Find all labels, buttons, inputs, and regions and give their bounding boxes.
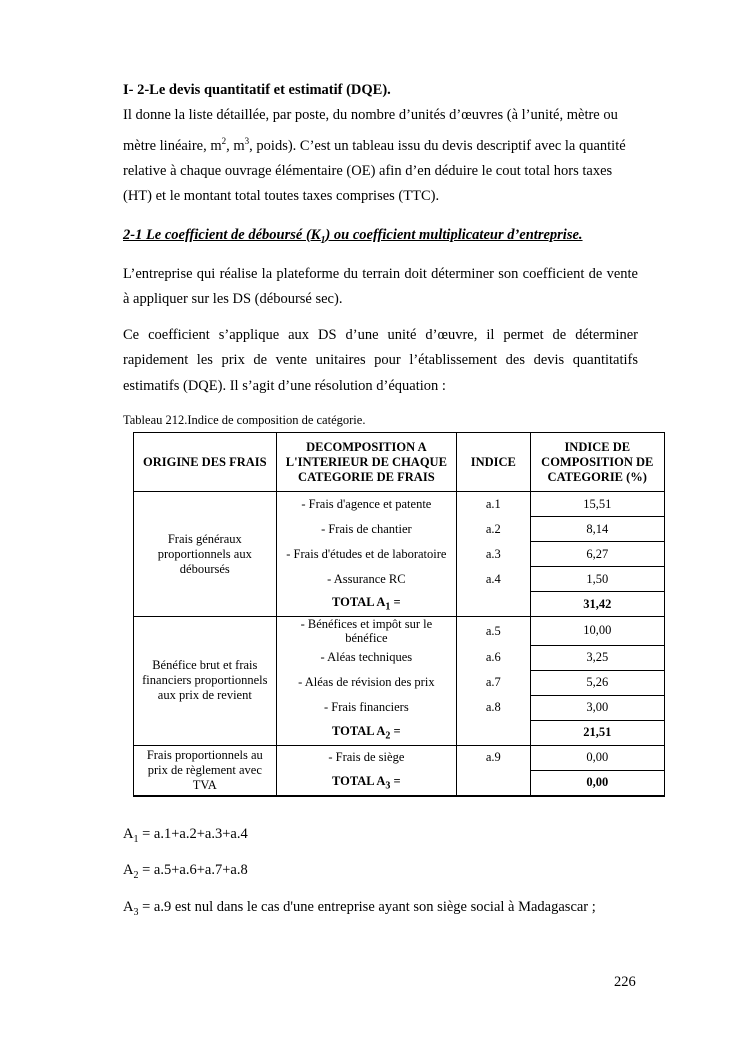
row-index: a.8	[457, 695, 530, 720]
row-value: 3,25	[530, 645, 664, 670]
table-caption: Tableau 212.Indice de composition de catégorie.	[123, 413, 366, 428]
sup-3: 3	[244, 135, 250, 146]
intro-line-2b: , m	[226, 137, 245, 154]
total-label: TOTAL $A_3$ =	[276, 770, 457, 796]
row-index: a.2	[457, 517, 530, 542]
total-index-empty	[457, 720, 530, 745]
table-wrapper	[123, 432, 665, 797]
row-desc: - Assurance RC	[276, 567, 457, 592]
intro-line-4: (HT) et le montant total toutes taxes comprises (TTC).	[123, 188, 440, 205]
row-value: 1,50	[530, 567, 664, 592]
subtitle-post: ) ou coefficient multiplicateur d’entreprise.	[325, 226, 583, 243]
formula-a3: $A_3 = a.9$ est nul dans le cas d'une entreprise ayant son siège social à Madagascar ;	[123, 899, 596, 918]
paragraph-2: L’entreprise qui réalise la plateforme du terrain doit déterminer son coefficient de vente à appliquer sur les DS (déboursé sec).	[123, 265, 638, 308]
formula-a2: $A_2 = a.5+a.6+a.7+a.8$	[123, 862, 248, 881]
row-value: 6,27	[530, 542, 664, 567]
row-desc: - Frais d'études et de laboratoire	[276, 542, 457, 567]
table-row	[134, 745, 665, 770]
row-index: a.4	[457, 567, 530, 592]
row-value: 15,51	[530, 492, 664, 517]
subtitle-sub: 1	[320, 234, 326, 246]
total-index-empty	[457, 770, 530, 796]
row-index: a.9	[457, 745, 530, 770]
total-value: 0,00	[530, 770, 664, 796]
row-value: 3,00	[530, 695, 664, 720]
subtitle-pre: 2-1 Le coefficient de déboursé (K	[123, 226, 321, 243]
row-index: a.1	[457, 492, 530, 517]
group-label: Frais proportionnels au prix de règlement avec TVA	[134, 745, 277, 796]
row-desc: - Bénéfices et impôt sur le bénéfice	[276, 617, 457, 646]
intro-line-3: relative à chaque ouvrage élémentaire (OE) afin d’en déduire le cout total hors taxes	[123, 162, 613, 179]
total-label: TOTAL $A_1$ =	[276, 592, 457, 617]
row-desc: - Frais de siège	[276, 745, 457, 770]
row-desc: - Aléas techniques	[276, 645, 457, 670]
page-number: 226	[614, 974, 636, 990]
group-label: Frais généraux proportionnels aux déboursés	[134, 492, 277, 617]
intro-line-2c: , poids). C’est un tableau issu du devis descriptif avec la quantité	[249, 137, 626, 154]
row-desc: - Frais de chantier	[276, 517, 457, 542]
table-row	[134, 617, 665, 646]
subsection-title	[123, 224, 638, 252]
row-value: 8,14	[530, 517, 664, 542]
group-label: Bénéfice brut et frais financiers proportionnels aux prix de revient	[134, 617, 277, 746]
document-body	[123, 78, 638, 436]
row-index: a.7	[457, 670, 530, 695]
header-origine: ORIGINE DES FRAIS	[134, 433, 277, 492]
intro-paragraph	[123, 103, 638, 210]
total-index-empty	[457, 592, 530, 617]
row-index: a.6	[457, 645, 530, 670]
row-desc: - Frais d'agence et patente	[276, 492, 457, 517]
total-value: 21,51	[530, 720, 664, 745]
row-desc: - Aléas de révision des prix	[276, 670, 457, 695]
total-label: TOTAL $A_2$ =	[276, 720, 457, 745]
row-desc: - Frais financiers	[276, 695, 457, 720]
row-value: 5,26	[530, 670, 664, 695]
header-indice: INDICE	[457, 433, 530, 492]
table-row	[134, 492, 665, 517]
row-value: 10,00	[530, 617, 664, 646]
sup-2: 2	[221, 135, 227, 146]
paragraph-3: Ce coefficient s’applique aux DS d’une unité d’œuvre, il permet de déterminer rapidement les prix de vente unitaires pour l’établissement des devis quantitatifs estimatifs (DQE). Il s’agit d’une résolution d’équation :	[123, 326, 638, 394]
header-decomposition: DECOMPOSITION A L'INTERIEUR DE CHAQUE CATEGORIE DE FRAIS	[276, 433, 457, 492]
intro-line-2a: mètre linéaire, m	[123, 137, 222, 154]
row-index: a.5	[457, 617, 530, 646]
intro-line-1: Il donne la liste détaillée, par poste, du nombre d’unités d’œuvres (à l’unité, mètre ou	[123, 107, 618, 123]
row-index: a.3	[457, 542, 530, 567]
composition-table	[133, 432, 665, 797]
formula-a1: $A_1 = a.1+a.2+a.3+a.4$	[123, 826, 248, 845]
section-title: I- 2-Le devis quantitatif et estimatif (DQE).	[123, 82, 391, 98]
row-value: 0,00	[530, 745, 664, 770]
header-composition: INDICE DE COMPOSITION DE CATEGORIE (%)	[530, 433, 664, 492]
total-value: 31,42	[530, 592, 664, 617]
